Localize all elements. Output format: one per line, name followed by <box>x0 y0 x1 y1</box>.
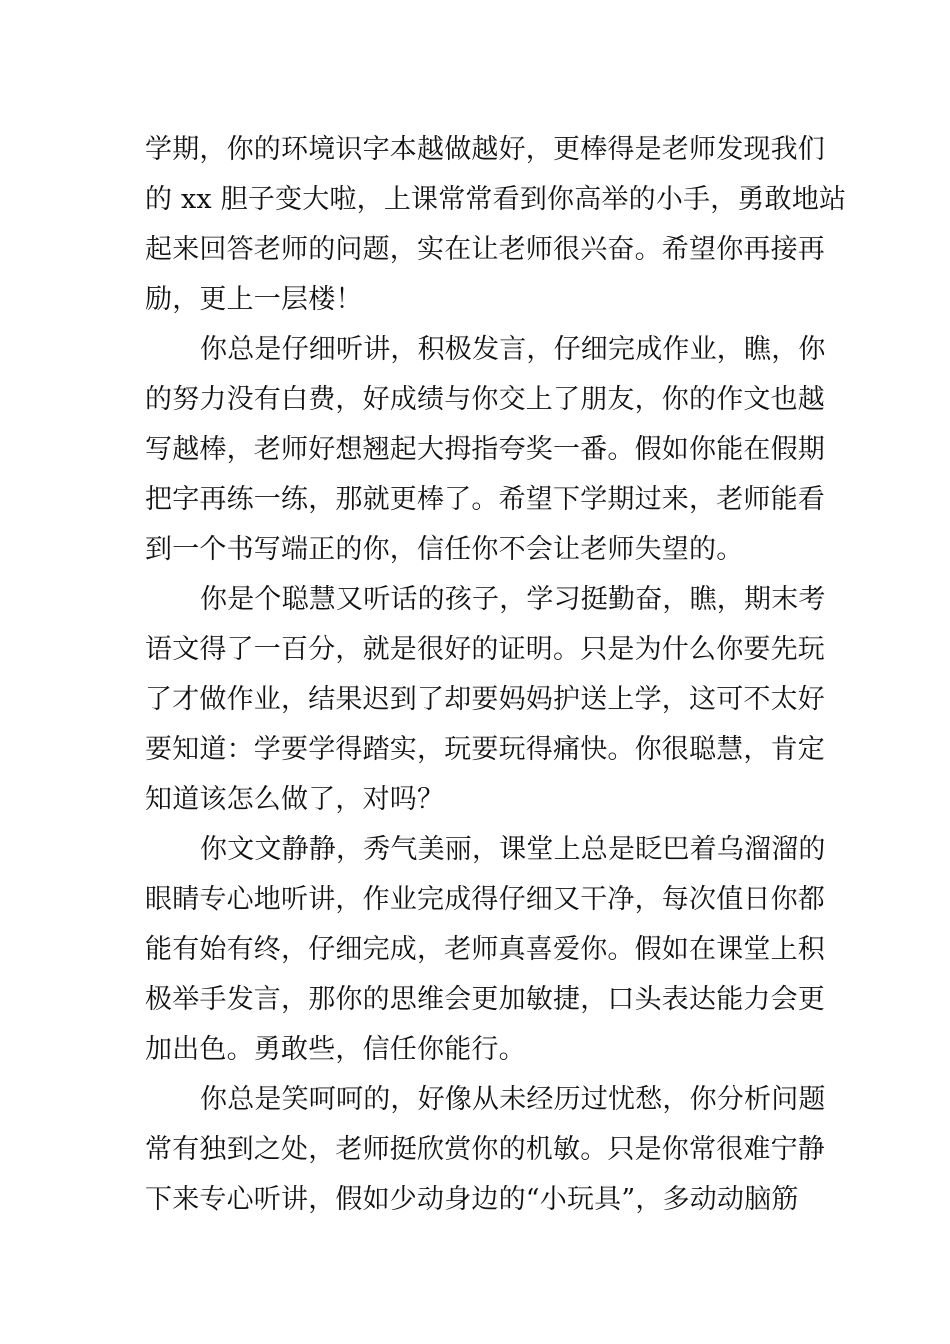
paragraph-first-line: 你总是仔细听讲，积极发言，仔细完成作业，瞧，你 <box>200 334 826 365</box>
text-line: 知道该怎么做了，对吗？ <box>145 784 445 815</box>
text-line: 语文得了一百分，就是很好的证明。只是为什么你要先玩 <box>145 634 825 665</box>
text-line: 励，更上一层楼！ <box>145 284 363 315</box>
text-line: 眼睛专心地听讲，作业完成得仔细又干净，每次值日你都 <box>145 884 825 915</box>
text-line: 的 xx 胆子变大啦，上课常常看到你高举的小手，勇敢地站 <box>145 184 847 215</box>
paragraph-first-line: 你总是笑呵呵的，好像从未经历过忧愁，你分析问题 <box>200 1084 826 1115</box>
text-line: 能有始有终，仔细完成，老师真喜爱你。假如在课堂上积 <box>145 934 825 965</box>
text-line: 加出色。勇敢些，信任你能行。 <box>145 1034 526 1065</box>
paragraph-first-line: 你文文静静，秀气美丽，课堂上总是眨巴着乌溜溜的 <box>200 834 826 865</box>
text-line: 学期，你的环境识字本越做越好，更棒得是老师发现我们 <box>145 134 825 165</box>
text-line: 的努力没有白费，好成绩与你交上了朋友，你的作文也越 <box>145 384 825 415</box>
text-line: 下来专心听讲，假如少动身边的“小玩具”，多动动脑筋 <box>145 1184 799 1215</box>
paragraph-first-line: 你是个聪慧又听话的孩子，学习挺勤奋，瞧，期末考 <box>200 584 826 615</box>
text-line: 起来回答老师的问题，实在让老师很兴奋。希望你再接再 <box>145 234 825 265</box>
text-line: 写越棒，老师好想翘起大拇指夸奖一番。假如你能在假期 <box>145 434 825 465</box>
text-line: 常有独到之处，老师挺欣赏你的机敏。只是你常很难宁静 <box>145 1134 825 1165</box>
text-line: 极举手发言，那你的思维会更加敏捷，口头表达能力会更 <box>145 984 825 1015</box>
text-line: 到一个书写端正的你，信任你不会让老师失望的。 <box>145 534 744 565</box>
text-line: 要知道：学要学得踏实，玩要玩得痛快。你很聪慧，肯定 <box>145 734 825 765</box>
text-line: 把字再练一练，那就更棒了。希望下学期过来，老师能看 <box>145 484 825 515</box>
text-line: 了才做作业，结果迟到了却要妈妈护送上学，这可不太好 <box>145 684 825 715</box>
